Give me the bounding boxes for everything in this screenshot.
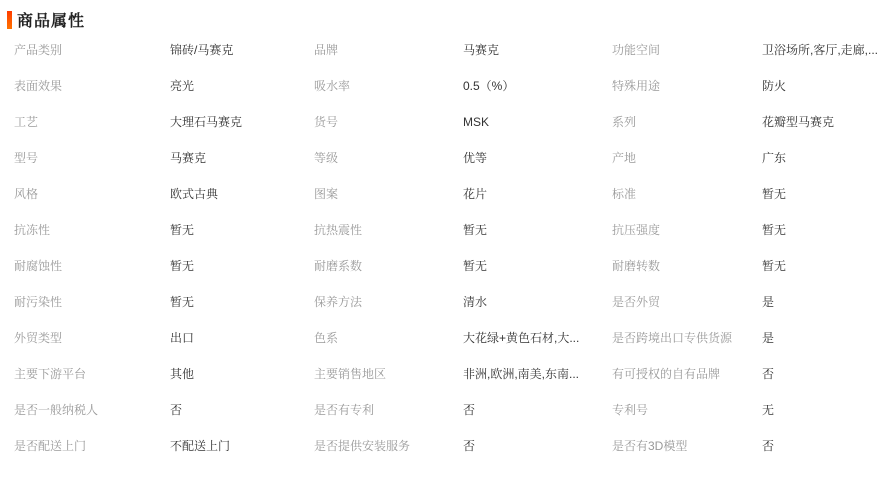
attributes-grid xyxy=(0,32,889,464)
attr-value: 锦砖/马赛克 xyxy=(170,43,234,57)
attr-value: 暂无 xyxy=(762,259,787,273)
attr-label: 保养方法 xyxy=(314,295,363,309)
attr-label: 是否有专利 xyxy=(314,403,375,417)
attr-label: 专利号 xyxy=(612,403,649,417)
attr-value: 欧式古典 xyxy=(170,187,219,201)
attr-label: 是否有3D模型 xyxy=(612,439,688,453)
attr-value: 大花绿+黄色石材,大... xyxy=(463,331,580,345)
attr-label: 主要销售地区 xyxy=(314,367,387,381)
attr-label: 图案 xyxy=(314,187,339,201)
attr-label: 主要下游平台 xyxy=(14,367,87,381)
attr-value: 马赛克 xyxy=(463,43,500,57)
attr-value: 亮光 xyxy=(170,79,195,93)
attr-value: 大理石马赛克 xyxy=(170,115,243,129)
attr-label: 货号 xyxy=(314,115,339,129)
attr-value: 花瓣型马赛克 xyxy=(762,115,835,129)
attr-label: 功能空间 xyxy=(612,43,661,57)
attr-value: 是 xyxy=(762,331,775,345)
attr-value: 非洲,欧洲,南美,东南... xyxy=(463,367,580,381)
attr-label: 是否配送上门 xyxy=(14,439,87,453)
attr-label: 抗热震性 xyxy=(314,223,363,237)
attr-label: 耐腐蚀性 xyxy=(14,259,63,273)
attr-label: 耐磨转数 xyxy=(612,259,661,273)
attr-value: 出口 xyxy=(170,331,195,345)
attr-label: 品牌 xyxy=(314,43,339,57)
attr-label: 耐磨系数 xyxy=(314,259,363,273)
attr-value: 卫浴场所,客厅,走廊,... xyxy=(762,43,879,57)
attr-label: 系列 xyxy=(612,115,637,129)
attr-label: 表面效果 xyxy=(14,79,63,93)
attr-value: 暂无 xyxy=(463,223,488,237)
attr-label: 抗冻性 xyxy=(14,223,51,237)
attr-label: 型号 xyxy=(14,151,39,165)
attr-value: 暂无 xyxy=(762,223,787,237)
attr-value: 防火 xyxy=(762,79,787,93)
attr-value: 无 xyxy=(762,403,775,417)
attr-value: 暂无 xyxy=(463,259,488,273)
section-accent-bar xyxy=(7,11,12,29)
attr-label: 是否提供安装服务 xyxy=(314,439,411,453)
attr-value: MSK xyxy=(463,115,490,129)
attr-label: 有可授权的自有品牌 xyxy=(612,367,721,381)
attr-value: 不配送上门 xyxy=(170,439,231,453)
attr-label: 工艺 xyxy=(14,115,39,129)
attr-value: 马赛克 xyxy=(170,151,207,165)
attr-value: 清水 xyxy=(463,295,488,309)
attr-value: 暂无 xyxy=(170,295,195,309)
attr-label: 耐污染性 xyxy=(14,295,63,309)
attr-value: 广东 xyxy=(762,151,787,165)
attr-value: 否 xyxy=(170,403,183,417)
attr-label: 抗压强度 xyxy=(612,223,661,237)
attr-value: 否 xyxy=(463,439,476,453)
attr-value: 优等 xyxy=(463,151,488,165)
attr-label: 是否一般纳税人 xyxy=(14,403,99,417)
attr-value: 花片 xyxy=(463,187,488,201)
attr-value: 是 xyxy=(762,295,775,309)
attr-label: 风格 xyxy=(14,187,39,201)
attr-value: 否 xyxy=(463,403,476,417)
section-title: 商品属性 xyxy=(17,13,86,30)
attr-label: 是否跨境出口专供货源 xyxy=(612,331,733,345)
attr-value: 0.5（%） xyxy=(463,79,515,93)
attr-value: 暂无 xyxy=(762,187,787,201)
attr-label: 产地 xyxy=(612,151,637,165)
attr-value: 其他 xyxy=(170,367,195,381)
attr-label: 是否外贸 xyxy=(612,295,661,309)
attr-value: 否 xyxy=(762,367,775,381)
attr-label: 特殊用途 xyxy=(612,79,661,93)
attr-value: 暂无 xyxy=(170,223,195,237)
attr-label: 产品类别 xyxy=(14,43,63,57)
attr-label: 外贸类型 xyxy=(14,331,63,345)
attr-label: 等级 xyxy=(314,151,339,165)
product-attributes-header xyxy=(0,0,889,30)
attr-label: 吸水率 xyxy=(314,79,351,93)
attr-value: 暂无 xyxy=(170,259,195,273)
attr-label: 标准 xyxy=(612,187,637,201)
attr-value: 否 xyxy=(762,439,775,453)
attr-label: 色系 xyxy=(314,331,339,345)
